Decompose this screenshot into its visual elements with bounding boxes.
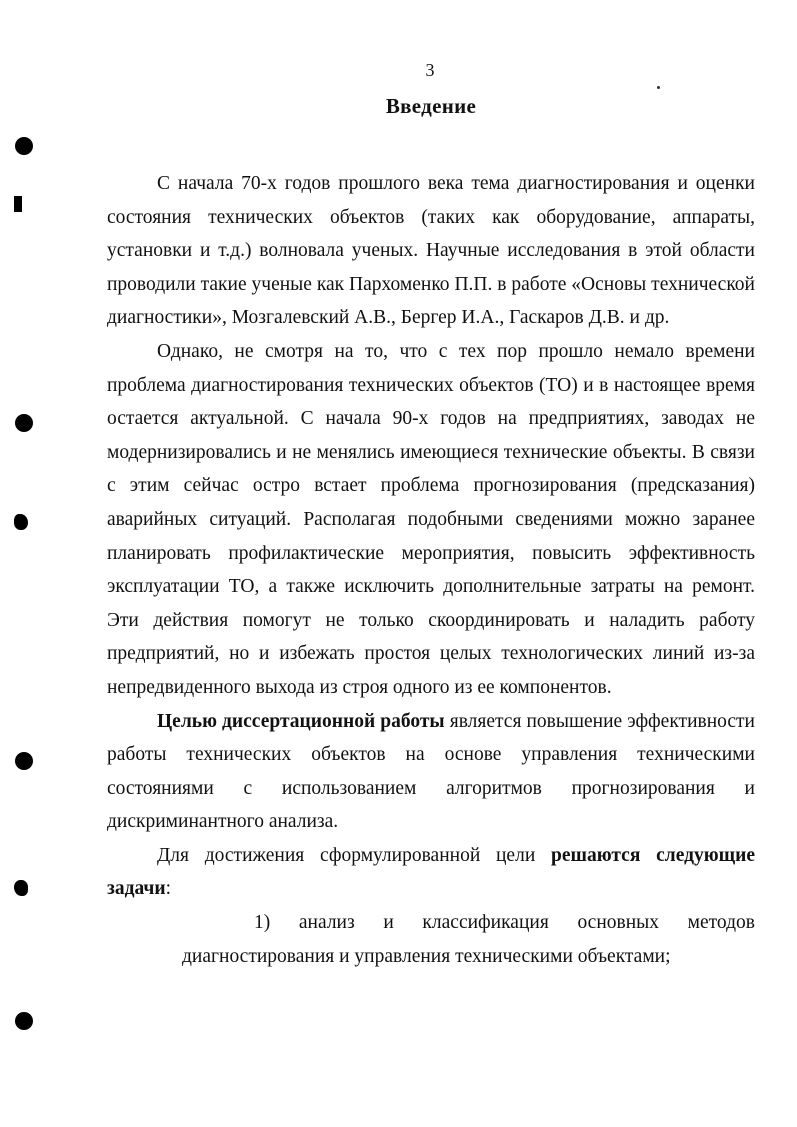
binding-mark-1: [14, 196, 22, 212]
paragraph-4-end: :: [165, 878, 172, 900]
list-item-1-line-2: диагностирования и управления техническими объектами;: [182, 945, 671, 967]
hole-punch-dot-1: [15, 137, 33, 155]
paragraph-1: С начала 70-х годов прошлого века тема диагностирования и оценки состояния технических объектов (таких как оборудование, аппараты, установки и т.д.) волновала ученых. Научные исследования в этой области проводили такие ученые как Пархоменко П.П. в работе «Основы технической диагностики», Мозгалевский А.В., Бергер И.А., Гаскаров Д.В. и др.: [107, 173, 755, 329]
body-text: [107, 167, 755, 973]
page-title: Введение: [385, 94, 477, 118]
paragraph-3: [107, 705, 755, 839]
list-item-1: [182, 906, 755, 973]
paragraph-2: Однако, не смотря на то, что с тех пор прошло немало времени проблема диагностирования технических объектов (ТО) и в настоящее время остается актуальной. С начала 90-х годов на предприятиях, заводах не модернизировались и не менялись имеющиеся технические объекты. В связи с этим сейчас остро встает проблема прогнозирования (предсказания) аварийных ситуаций. Располагая подобными сведениями можно заранее планировать профилактические мероприятия, повысить эффективность эксплуатации ТО, а также исключить дополнительные затраты на ремонт. Эти действия помогут не только скоординировать и наладить работу предприятий, но и избежать простоя целых технологических линий из-за непредвиденного выхода из строя одного из ее компонентов.: [107, 340, 755, 698]
paragraph-4: [107, 839, 755, 906]
hole-punch-dot-2: [15, 414, 33, 432]
page-number: 3: [425, 60, 435, 80]
paragraph-3-rest: является повышение эффективности работы технических объектов на основе управления техническими состояниями с использованием алгоритмов прогнозирования и дискриминантного анализа.: [107, 710, 755, 833]
hole-punch-dot-4: [15, 1012, 33, 1030]
hole-punch-dot-3: [15, 752, 33, 770]
binding-mark-2: [14, 514, 28, 530]
list-item-1-line-1: 1) анализ и классификация основных методов: [254, 912, 755, 934]
paragraph-4-bold: решаются следующие задачи: [107, 844, 755, 900]
binding-mark-3: [14, 880, 28, 896]
paragraph-4-start: Для достижения сформулированной цели: [157, 844, 551, 866]
speck: [657, 86, 660, 89]
paragraph-3-bold: Целью диссертационной работы: [157, 710, 445, 732]
